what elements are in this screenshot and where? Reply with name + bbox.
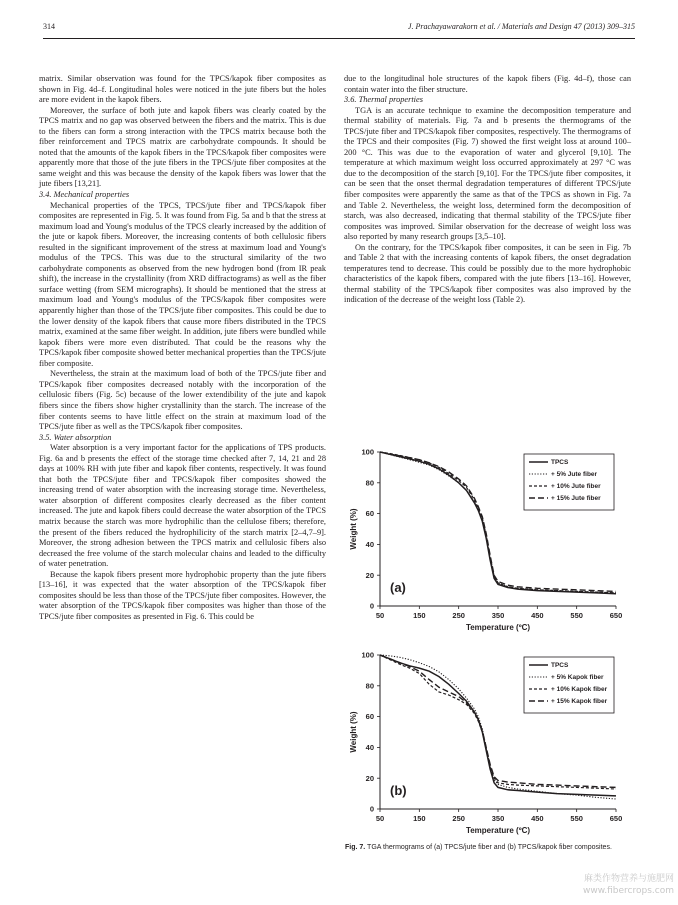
x-tick-label: 450: [531, 611, 544, 620]
panel-label: (b): [390, 783, 407, 798]
x-tick-label: 50: [375, 611, 385, 620]
legend-label: + 15% Kapok fiber: [551, 698, 608, 705]
section-heading-water: 3.5. Water absorption: [39, 432, 112, 442]
caption-text: TGA thermograms of (a) TPCS/jute fiber and (b) TPCS/kapok fiber composites.: [365, 844, 612, 851]
y-tick-label: 0: [369, 804, 374, 814]
x-tick-label: 550: [570, 611, 583, 620]
y-axis-label: Weight (%): [349, 711, 358, 753]
paragraph: due to the longitudinal hole structures of the kapok fibers (Fig. 4d–f), those can contain water into the fiber structure.: [344, 74, 631, 94]
y-tick-label: 100: [361, 650, 374, 660]
y-tick-label: 100: [361, 447, 374, 457]
y-tick-label: 80: [365, 681, 374, 691]
x-tick-label: 650: [609, 814, 623, 823]
left-column: [39, 74, 326, 622]
x-tick-label: 50: [375, 814, 385, 823]
paragraph: Mechanical properties of the TPCS, TPCS/jute fiber and TPCS/kapok fiber composites are represented in Fig. 5. It was found from Fig. 5a and b that the stress at maximum load and Young's modulus of the TPCS clearly increased by the addition of the jute or kapok fibers. Moreover, the increasing contents of both cellulosic fibers resulted in the significant improvement of the stress at maximum load and Young's modulus of the TPCS. This was due to the structural similarity of the two carbohydrate components as observed from the new hydrogen bond (from IR peak shift), the increase in the crystallinity (from XRD diffractograms) as well as the fiber surface wetting (from SEM micrographs). It should be mentioned that the stress at maximum load and Young's modulus of the TPCS/kapok fiber composites were apparently higher than those of the TPCS/jute fiber composites. This could be due to the lower density of the kapok fibers that cause more fibers distributed in the TPCS matrix, examined at the same fiber weight. In addition, jute fibers were bundled while kapok fibers were more even distributed. That could be the reasons why the TPCS/kapok fiber composite showed better mechanical properties than the TPCS/jute fiber composite.: [39, 200, 326, 368]
y-tick-label: 60: [365, 712, 374, 722]
paragraph: Nevertheless, the strain at the maximum load of both of the TPCS/jute fiber and TPCS/kapok fiber composites decreased notably with the incorporation of the cellulosic fibers (Fig. 5c) because of the lower extendibility of the jute and kapok fibers since the fibers show higher crystallinity than the starch. The increase of the fiber contents seems to have little effect on the strain at maximum load of the TPCS/jute fiber as well as the TPCS/kapok fiber composites.: [39, 369, 326, 432]
watermark: [583, 873, 674, 897]
x-tick-label: 150: [413, 611, 426, 620]
paragraph: matrix. Similar observation was found for the TPCS/kapok fiber composites as shown in Fig. 4d–f. Longitudinal holes were noticed in the jute fibers but the holes are more evident in the kapok fibers.: [39, 74, 326, 105]
x-tick-label: 250: [452, 611, 465, 620]
legend-label: TPCS: [551, 662, 569, 669]
x-tick-label: 650: [609, 611, 623, 620]
page-number: 314: [43, 22, 55, 31]
legend-label: + 5% Jute fiber: [551, 471, 598, 478]
header-rule: [43, 38, 635, 39]
y-tick-label: 80: [365, 478, 374, 488]
paragraph: Moreover, the surface of both jute and kapok fibers was clearly coated by the TPCS matrix and no gap was observed between the fibers and the matrix. This is due to the fibers can form a strong interaction with the TPCS matrix because both the fiber reinforcement and TPCS matrix are carbohydrate compounds. It should be noted that the amounts of the kapok fibers in the TPCS/kapok fiber composites were apparently more that those of the jute fibers in the TPCS/jute fiber composites at the same weight and this was because the density of the kapok fibers was lower that the jute fibers [13,21].: [39, 105, 326, 189]
paragraph: Because the kapok fibers present more hydrophobic property than the jute fibers [13–16], it was expected that the water absorption of the TPCS/kapok fiber composites should be less than those of the TPCS/jute fiber composites. However, the water absorption of the TPCS/kapok fiber composites was higher than those of the TPCS/jute fiber composites as presented in Fig. 6. This could be: [39, 569, 326, 621]
watermark-line: www.fibercrops.com: [583, 886, 674, 896]
legend-label: + 10% Kapok fiber: [551, 686, 608, 693]
legend-label: + 10% Jute fiber: [551, 483, 601, 490]
legend-label: + 15% Jute fiber: [551, 495, 601, 502]
x-tick-label: 250: [452, 814, 465, 823]
panel-label: (a): [390, 580, 406, 595]
caption-label: Fig. 7.: [345, 844, 366, 851]
right-column: [344, 74, 631, 306]
section-heading-thermal: 3.6. Thermal properties: [344, 95, 423, 105]
page-header: [43, 22, 635, 34]
y-tick-label: 40: [365, 743, 374, 752]
tga-chart-jute: [344, 444, 634, 639]
y-tick-label: 20: [365, 773, 374, 783]
paragraph: On the contrary, for the TPCS/kapok fiber composites, it can be seen in Fig. 7b and Table 2 that with the increasing contents of kapok fibers, the onset degradation temperatures tend to decrease. This could be possibly due to the more hydrophobic characteristics of the kapok fibers, compared with the jute fibers [13–16]. However, thermal stability of the TPCS/kapok fiber composites was also improved by the indication of the decrease of the weight loss (Table 2).: [344, 242, 631, 305]
figure-7: [344, 444, 634, 842]
legend-label: TPCS: [551, 459, 569, 466]
x-tick-label: 150: [413, 814, 426, 823]
y-tick-label: 40: [365, 540, 374, 549]
y-tick-label: 20: [365, 570, 374, 580]
watermark-line: 麻类作物营养与施肥网: [583, 874, 674, 884]
x-tick-label: 350: [491, 814, 505, 823]
x-axis-label: Temperature (ºC): [465, 826, 531, 835]
tga-chart-kapok: [344, 647, 634, 842]
legend-label: + 5% Kapok fiber: [551, 674, 604, 681]
section-heading-mechanical: 3.4. Mechanical properties: [39, 190, 130, 200]
x-axis-label: Temperature (ºC): [465, 623, 531, 632]
x-tick-label: 550: [570, 814, 583, 823]
x-tick-label: 350: [491, 611, 505, 620]
paragraph: Water absorption is a very important factor for the applications of TPS products. Fig. 6a and b presents the effect of the storage time checked after 7, 14, 21 and 28 days at 100% RH with jute fiber and kapok fiber contents, respectively. It was found that both the TPCS/jute fiber and TPCS/kapok fiber composites showed the increasing trend of water absorption with the increasing storage time. Nevertheless, water absorption of different composites clearly decreased as the fiber content increased. The jute and kapok fibers could decrease the water absorption of the TPCS matrix because the starch was more hydrophilic than the cellulose fibers; therefore, the present of the fibers reduced the hydrophilicity of the starch matrix [2–4,7–9]. Moreover, the strong adhesion between the TPCS matrix and cellulosic fibers also decreased the free volume of the starch molecular chains and leaded to the difficulty of water penetration.: [39, 443, 326, 569]
x-tick-label: 450: [531, 814, 544, 823]
paragraph: TGA is an accurate technique to examine the decomposition temperature and thermal stability of materials. Fig. 7a and b presents the thermograms of the TPCS/jute fiber and TPCS/kapok fiber composites, respectively. The thermograms of the TPCS and their composites (Fig. 7) showed the first weight loss at around 100–200 °C. This was due to the evaporation of water and glycerol [9,10]. The temperature at which maximum weight loss occurred approximately at 297 °C was due to the decomposition of the starch [9,10]. For the TPCS/jute fiber composites, it can be seen that the onset thermal degradation temperatures of different TPCS/jute fiber composites were apparently the same as that of the TPCS as shown in Fig. 7a and Table 2. Nevertheless, the weight loss, determined form the decomposition of starch, was also decreased, indicating that thermal stability of the TPCS/jute fiber composites was improved. Similar observation for the decrease of weight loss was also reported by many research groups [3,5–10].: [344, 105, 631, 242]
y-axis-label: Weight (%): [349, 508, 358, 550]
figure-caption: [345, 843, 632, 853]
y-tick-label: 0: [369, 601, 374, 611]
y-tick-label: 60: [365, 509, 374, 519]
running-head: J. Prachayawarakorn et al. / Materials and Design 47 (2013) 309–315: [407, 22, 635, 31]
